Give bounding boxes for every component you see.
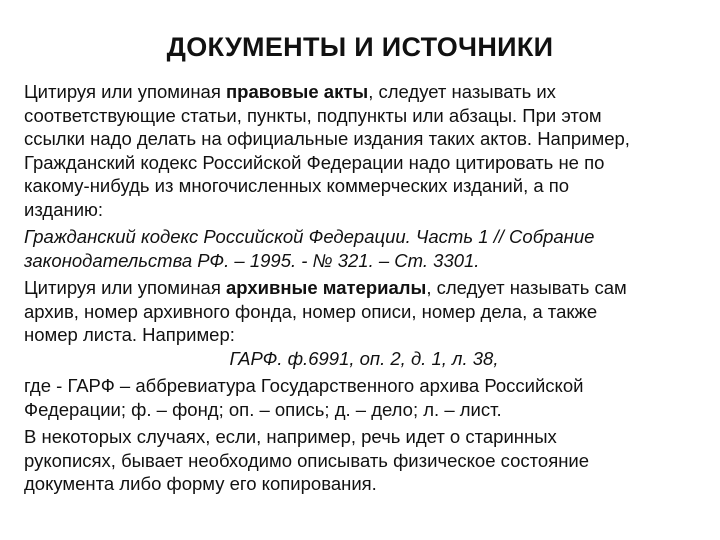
paragraph-line: В некоторых случаях, если, например, речь идет о старинных [24, 426, 557, 447]
paragraph-abbreviations [24, 374, 704, 421]
paragraph-line: где - ГАРФ – аббревиатура Государственного архива Российской [24, 375, 584, 396]
text-run: Цитируя или упоминая [24, 277, 226, 298]
text-run: , следует называть их [368, 81, 556, 102]
paragraph-line: соответствующие статьи, пункты, подпункты или абзацы. При этом [24, 104, 602, 126]
paragraph-archive-materials [24, 276, 704, 370]
paragraph-line: рукописях, бывает необходимо описывать физическое состояние [24, 449, 590, 471]
slide-body [24, 80, 704, 500]
paragraph-line: номер листа. Например: [24, 324, 235, 345]
paragraph-physical-state [24, 425, 704, 496]
text-run: Цитируя или упоминая [24, 81, 226, 102]
citation-line: Гражданский кодекс Российской Федерации. Часть 1 // Собрание [24, 226, 595, 247]
paragraph-line: архив, номер архивного фонда, номер описи, номер дела, а также [24, 300, 598, 322]
slide-title: ДОКУМЕНТЫ И ИСТОЧНИКИ [166, 32, 554, 62]
citation-garf: ГАРФ. ф.6991, оп. 2, д. 1, л. 38, [229, 347, 499, 369]
paragraph-line: какому-нибудь из многочисленных коммерческих изданий, а по [24, 175, 570, 196]
bold-term-archive-materials: архивные материалы [225, 277, 427, 298]
paragraph-line: Федерации; ф. – фонд; оп. – опись; д. – дело; л. – лист. [24, 398, 502, 420]
text-run: , следует называть сам [426, 277, 627, 298]
paragraph-line: Гражданский кодекс Российской Федерации надо цитировать не по [24, 151, 605, 173]
paragraph-line [24, 276, 704, 300]
paragraph-line: изданию: [24, 198, 104, 220]
bold-term-legal-acts: правовые акты [225, 81, 369, 102]
paragraph-line: ссылки надо делать на официальные издания таких актов. Например, [24, 128, 630, 149]
citation-civil-code [24, 225, 704, 272]
paragraph-line [24, 80, 704, 104]
paragraph-line: документа либо форму его копирования. [24, 473, 377, 494]
paragraph-legal-acts [24, 80, 704, 221]
citation-line: законодательства РФ. – 1995. - № 321. – Ст. 3301. [24, 249, 480, 271]
